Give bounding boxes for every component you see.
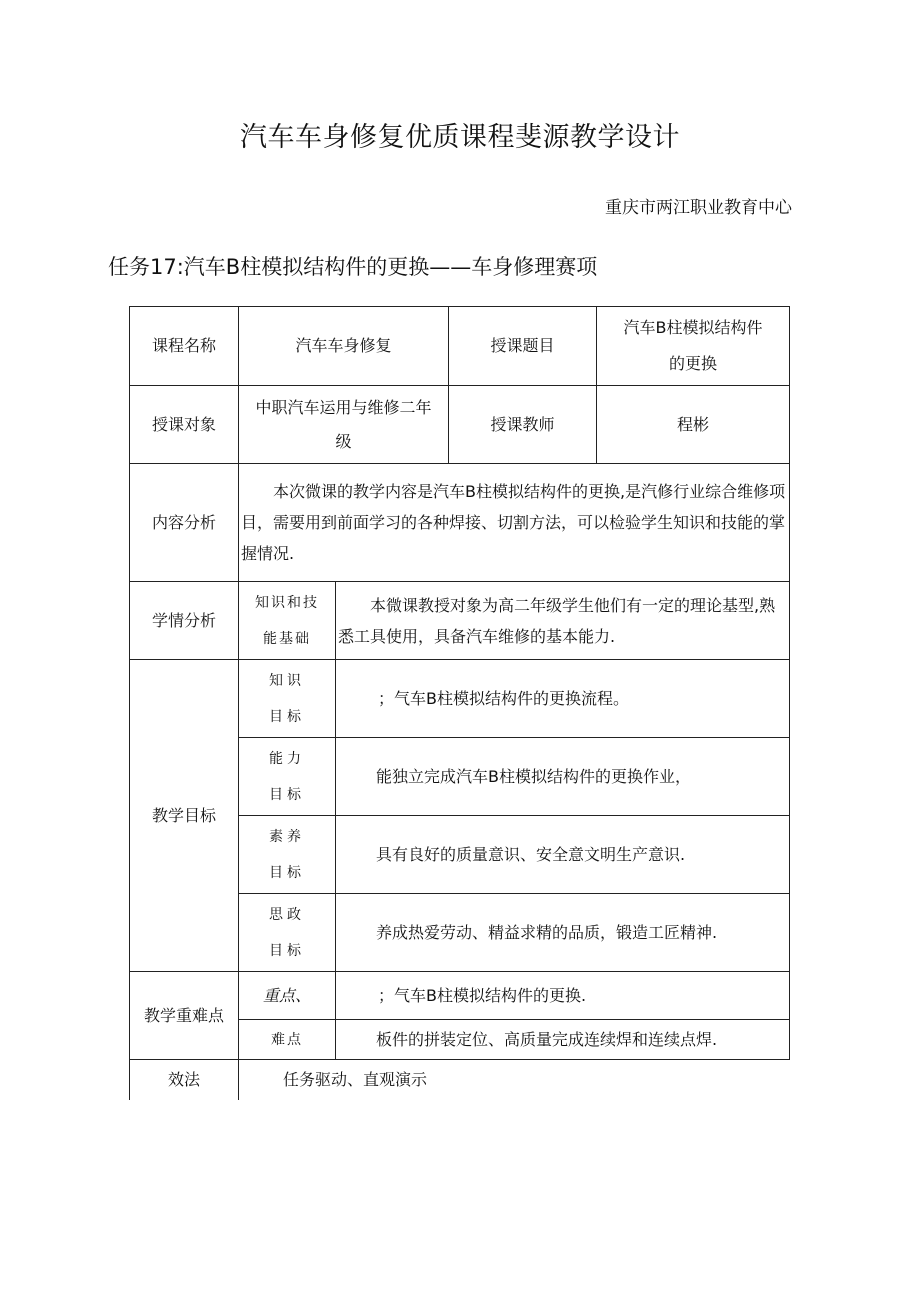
key-points-label: 教学重难点: [130, 972, 239, 1060]
learner-analysis-text: 本微课教授对象为高二年级学生他们有一定的理论基型,熟悉工具使用，具备汽车维修的基本能力.: [338, 595, 776, 646]
task-heading: 任务17:汽车B柱模拟结构件的更换——车身修理赛项: [108, 255, 598, 279]
ideology-objective-text: 养成热爱劳动、精益求精的品质，锻造工匠精神.: [336, 894, 790, 972]
topic-value-line2: 的更换: [668, 354, 717, 373]
knowledge-objective-label: [239, 660, 336, 738]
learner-sub-label: [239, 582, 336, 660]
quality-objective-label: [239, 816, 336, 894]
course-name-label: 课程名称: [130, 307, 239, 386]
table-row-methods: [130, 1060, 790, 1100]
content-analysis-label: 内容分析: [130, 464, 239, 582]
learner-analysis-cell: [336, 582, 790, 660]
learner-sub-label-line2: 能基础: [263, 630, 311, 647]
audience-value: [239, 386, 449, 464]
ideology-objective-label-line2: 目标: [269, 942, 305, 959]
topic-value-line1: 汽车B柱模拟结构件: [623, 318, 763, 337]
learner-sub-label-line1: 知识和技: [255, 594, 319, 611]
difficult-point-text: 板件的拼装定位、高质量完成连续焊和连续点焊.: [336, 1020, 790, 1060]
quality-objective-label-line2: 目标: [269, 864, 305, 881]
topic-label: 授课题目: [449, 307, 597, 386]
table-row-content-analysis: [130, 464, 790, 582]
ability-objective-label-line2: 目标: [269, 786, 305, 803]
ability-objective-text: 能独立完成汽车B柱模拟结构件的更换作业，: [336, 738, 790, 816]
difficult-point-label: 难点: [239, 1020, 336, 1060]
organization-name: 重庆市两江职业教育中心: [605, 198, 792, 218]
learner-analysis-label: 学情分析: [130, 582, 239, 660]
audience-value-line2: 级: [335, 431, 352, 451]
knowledge-objective-label-line2: 目标: [269, 708, 305, 725]
document-title: 汽车车身修复优质课程斐源教学设计: [240, 122, 680, 153]
key-point-label: 重点、: [239, 972, 336, 1020]
ability-objective-label-line1: 能力: [269, 750, 305, 767]
audience-label: 授课对象: [130, 386, 239, 464]
content-analysis-cell: [239, 464, 790, 582]
key-point-text: ；气车B柱模拟结构件的更换.: [336, 972, 790, 1020]
ability-objective-label: [239, 738, 336, 816]
methods-label: 效法: [130, 1060, 239, 1100]
ideology-objective-label-line1: 思政: [269, 906, 305, 923]
table-row-audience: [130, 386, 790, 464]
teacher-label: 授课教师: [449, 386, 597, 464]
table-row-course: [130, 307, 790, 386]
objectives-label: 教学目标: [130, 660, 239, 972]
lesson-plan-table: [129, 306, 790, 1100]
quality-objective-text: 具有良好的质量意识、安全意文明生产意识.: [336, 816, 790, 894]
quality-objective-label-line1: 素养: [269, 828, 305, 845]
table-row-objective-knowledge: [130, 660, 790, 738]
audience-value-line1: 中职汽车运用与维修二年: [255, 397, 432, 417]
table-row-key-point: [130, 972, 790, 1020]
knowledge-objective-label-line1: 知识: [269, 672, 305, 689]
ideology-objective-label: [239, 894, 336, 972]
methods-text: 任务驱动、直观演示: [239, 1060, 790, 1100]
knowledge-objective-text: ；气车B柱模拟结构件的更换流程。: [336, 660, 790, 738]
topic-value: [597, 307, 790, 386]
course-name-value: 汽车车身修复: [239, 307, 449, 386]
teacher-value: 程彬: [597, 386, 790, 464]
content-analysis-text: 本次微课的教学内容是汽车B柱模拟结构件的更换,是汽修行业综合维修项目，需要用到前面学习的各种焊接、切割方法，可以检验学生知识和技能的掌握情况.: [241, 482, 786, 563]
table-row-learner-analysis: [130, 582, 790, 660]
